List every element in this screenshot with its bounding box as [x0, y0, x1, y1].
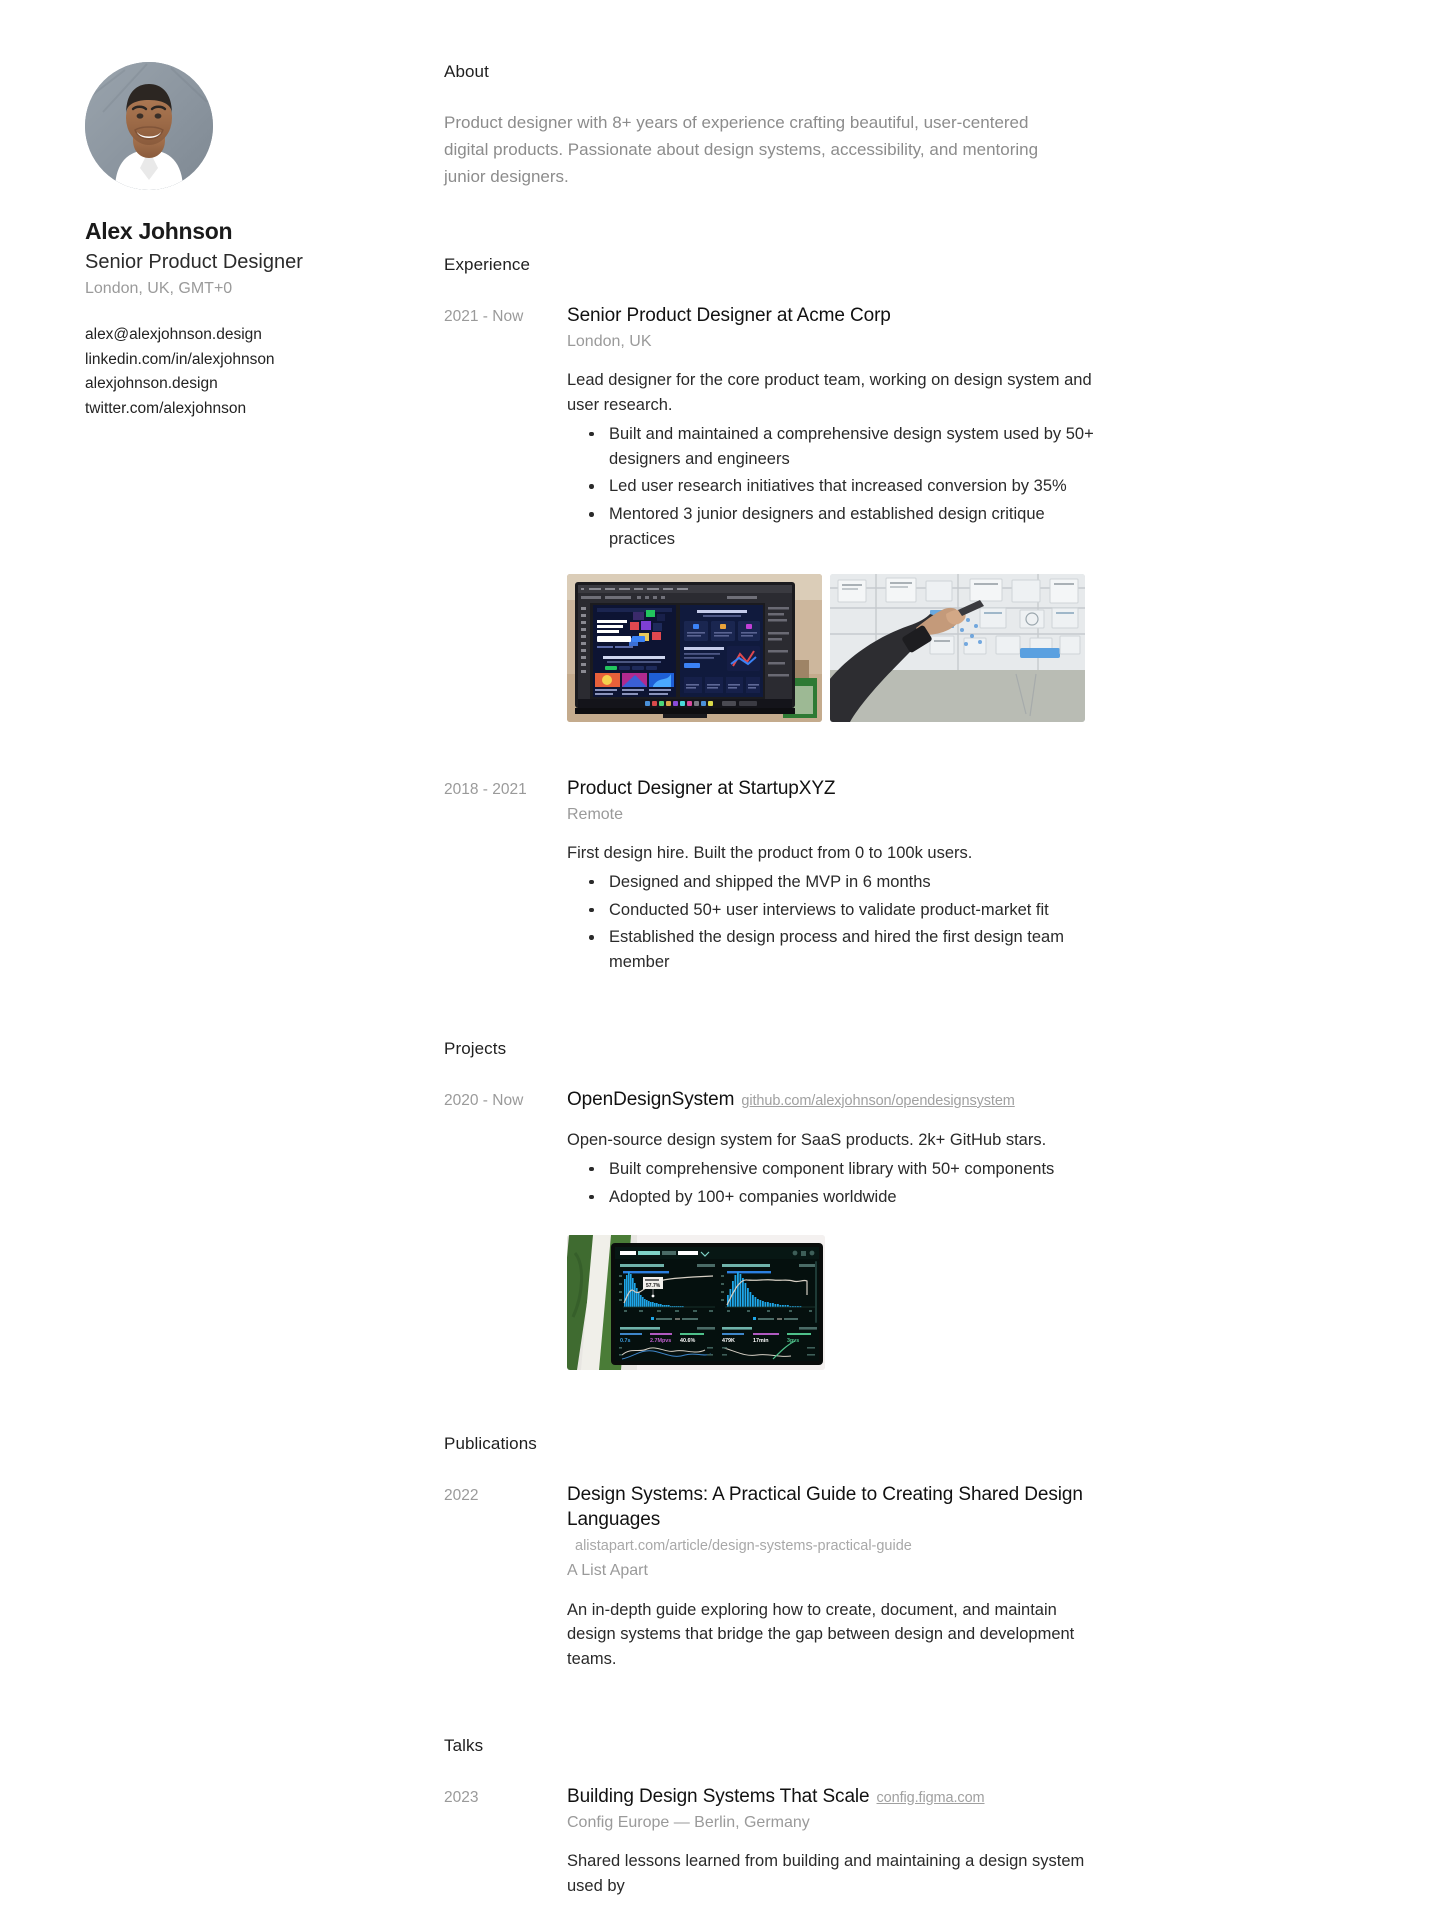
section-heading-projects: Projects — [444, 1038, 507, 1058]
entry-title-text: OpenDesignSystem — [567, 1088, 735, 1110]
svg-text:3pvs: 3pvs — [787, 1338, 800, 1345]
publication-entry — [444, 1482, 1094, 1672]
about-text: Product designer with 8+ years of experience crafting beautiful, user-centered digital products. Passionate about design systems, accessibility, and mentoring junior designers. — [444, 113, 1039, 186]
list-item — [85, 397, 415, 421]
section-heading-publications: Publications — [444, 1434, 537, 1454]
svg-text:0.7s: 0.7s — [620, 1338, 631, 1345]
contact-links — [85, 323, 415, 421]
entry-description: Lead designer for the core product team, working on design system and user research. — [567, 371, 1092, 414]
svg-text:57.7%: 57.7% — [646, 1283, 661, 1290]
spacer — [444, 975, 1094, 1039]
website-link[interactable]: alexjohnson.design — [85, 375, 218, 393]
entry-subtitle: A List Apart — [567, 1561, 648, 1579]
list-item — [85, 372, 415, 396]
entry-title — [567, 1087, 1094, 1112]
list-item: Built comprehensive component library with 50+ components — [589, 1157, 1094, 1182]
entry-date: 2021 - Now — [444, 307, 524, 325]
entry-date: 2022 — [444, 1487, 479, 1505]
profile-location: London, UK, GMT+0 — [85, 279, 233, 297]
entry-bullets — [567, 422, 1094, 552]
profile-sidebar — [85, 62, 415, 421]
experience-entry — [444, 776, 1094, 975]
svg-text:17min: 17min — [753, 1338, 769, 1345]
list-item: Adopted by 100+ companies worldwide — [589, 1185, 1094, 1210]
entry-title — [567, 1784, 1094, 1809]
section-heading-experience: Experience — [444, 254, 531, 274]
svg-text:40.6%: 40.6% — [680, 1338, 696, 1345]
project-url-link[interactable]: github.com/alexjohnson/opendesignsystem — [741, 1092, 1015, 1109]
publications-section — [444, 1434, 1094, 1672]
entry-description: First design hire. Built the product from 0 to 100k users. — [567, 844, 973, 863]
list-item — [85, 323, 415, 347]
profile-role: Senior Product Designer — [85, 250, 303, 273]
entry-title — [567, 303, 1094, 328]
list-item: Conducted 50+ user interviews to validate product-market fit — [589, 898, 1094, 923]
twitter-link[interactable]: twitter.com/alexjohnson — [85, 399, 247, 417]
entry-title-text: Building Design Systems That Scale — [567, 1785, 870, 1807]
entry-bullets — [567, 1157, 1094, 1210]
entry-body — [567, 1482, 1094, 1672]
entry-title — [567, 776, 1094, 801]
entry-body — [567, 776, 1094, 975]
entry-date: 2020 - Now — [444, 1091, 524, 1109]
talk-url-link[interactable]: config.figma.com — [876, 1789, 985, 1806]
entry-subtitle: Config Europe — Berlin, Germany — [567, 1813, 810, 1831]
entry-bullets — [567, 870, 1094, 975]
talk-entry — [444, 1784, 1094, 1899]
monitor-workspace-photo[interactable] — [567, 574, 822, 722]
entry-title-text: Senior Product Designer at Acme Corp — [567, 304, 891, 326]
projects-section — [444, 1039, 1094, 1370]
entry-subtitle: Remote — [567, 805, 624, 823]
email-link[interactable]: alex@alexjohnson.design — [85, 326, 262, 344]
entry-media-row — [567, 574, 1094, 722]
entry-description: Shared lessons learned from building and maintaining a design system used by — [567, 1852, 1085, 1896]
entry-body — [567, 1087, 1094, 1370]
publication-url-link[interactable]: alistapart.com/article/design-systems-practical-guide — [575, 1538, 912, 1555]
entry-description: Open-source design system for SaaS products. 2k+ GitHub stars. — [567, 1131, 1047, 1149]
list-item: Designed and shipped the MVP in 6 months — [589, 870, 1094, 895]
list-item — [85, 348, 415, 372]
section-heading-about: About — [444, 62, 489, 81]
list-item: Established the design process and hired the first design team member — [589, 925, 1094, 975]
entry-subtitle: London, UK — [567, 332, 652, 350]
list-item: Led user research initiatives that increased conversion by 35% — [589, 474, 1094, 499]
entry-title-text: Design Systems: A Practical Guide to Creating Shared Design Languages — [567, 1484, 1083, 1531]
section-heading-talks: Talks — [444, 1735, 484, 1755]
entry-title — [567, 1482, 1094, 1532]
entry-description: An in-depth guide exploring how to create, document, and maintain design systems that bridge the gap between design and development teams. — [567, 1600, 1075, 1669]
spacer — [444, 722, 1094, 776]
about-section — [444, 62, 1094, 191]
svg-text:2.7Mpvs: 2.7Mpvs — [650, 1338, 672, 1345]
linkedin-link[interactable]: linkedin.com/in/alexjohnson — [85, 350, 275, 368]
spacer — [444, 191, 1094, 255]
spacer — [444, 1370, 1094, 1434]
experience-entry — [444, 303, 1094, 722]
entry-date: 2023 — [444, 1788, 479, 1806]
avatar — [85, 62, 213, 190]
talks-section — [444, 1736, 1094, 1899]
analytics-dashboard-laptop-photo[interactable] — [567, 1235, 825, 1370]
spacer — [444, 1672, 1094, 1736]
entry-title-text: Product Designer at StartupXYZ — [567, 777, 836, 799]
profile-name: Alex Johnson — [85, 218, 233, 244]
list-item: Built and maintained a comprehensive design system used by 50+ designers and engineers — [589, 422, 1094, 472]
project-entry — [444, 1087, 1094, 1370]
experience-section — [444, 255, 1094, 975]
entry-date: 2018 - 2021 — [444, 780, 527, 798]
list-item: Mentored 3 junior designers and established design critique practices — [589, 502, 1094, 552]
svg-text:479K: 479K — [722, 1338, 735, 1345]
entry-body — [567, 303, 1094, 722]
whiteboard-sticky-notes-photo[interactable] — [830, 574, 1085, 722]
resume-content — [444, 62, 1094, 1899]
entry-body — [567, 1784, 1094, 1899]
